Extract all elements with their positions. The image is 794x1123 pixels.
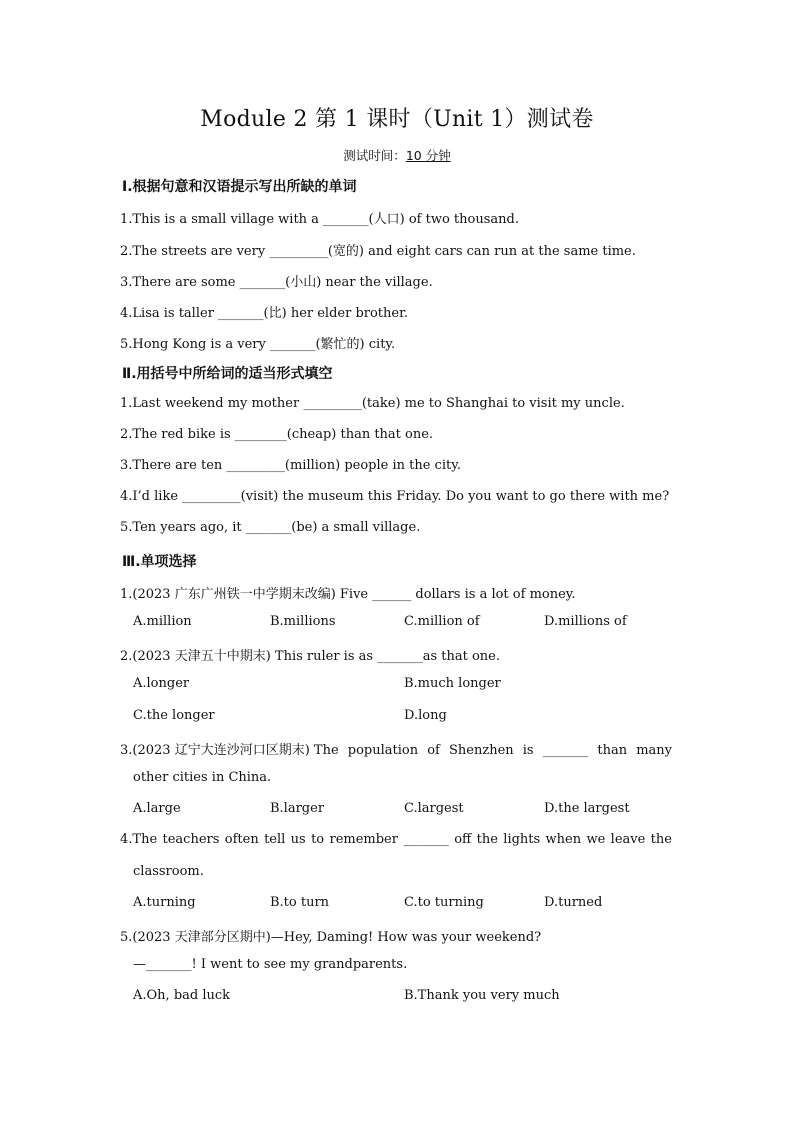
question-3-word: population xyxy=(347,743,419,758)
question-4-word: when xyxy=(545,832,582,847)
section-1-item-3: 3.There are some _______(小山) near the village. xyxy=(120,275,433,290)
test-time xyxy=(0,146,794,164)
section-2-item-4: 4.I’d like _________(visit) the museum this Friday. Do you want to go there with me? xyxy=(120,489,670,504)
question-2-option-c: C.the longer xyxy=(133,708,215,723)
question-4-option-d: D.turned xyxy=(544,895,603,910)
question-4-word: to xyxy=(311,832,325,847)
question-1-option-c: C.million of xyxy=(404,614,480,629)
question-4-word: often xyxy=(224,832,259,847)
question-4-blank: _______ xyxy=(403,832,449,847)
question-3-stem-continued: other cities in China. xyxy=(133,770,272,785)
question-4-word: remember xyxy=(329,832,398,847)
section-2-item-1: 1.Last weekend my mother _________(take) me to Shanghai to visit my uncle. xyxy=(120,396,625,411)
section-3-heading: Ⅲ.单项选择 xyxy=(122,554,197,570)
test-time-label: 测试时间： xyxy=(343,148,406,163)
section-1-item-4: 4.Lisa is taller _______(比) her elder brother. xyxy=(120,306,409,321)
question-1-option-d: D.millions of xyxy=(544,614,627,629)
question-4-word: tell xyxy=(264,832,286,847)
question-3-option-b: B.larger xyxy=(270,801,325,816)
section-1-heading: Ⅰ.根据句意和汉语提示写出所缺的单词 xyxy=(122,179,357,195)
question-4-word: leave xyxy=(610,832,646,847)
question-3-option-d: D.the largest xyxy=(544,801,630,816)
page-title: Module 2 第 1 课时（Unit 1）测试卷 xyxy=(200,107,594,132)
question-3-word: many xyxy=(636,743,673,758)
question-3-word: of xyxy=(427,743,440,758)
question-3-option-a: A.large xyxy=(133,801,181,816)
section-2-item-2: 2.The red bike is ________(cheap) than that one. xyxy=(120,427,434,442)
question-4-word: lights xyxy=(503,832,541,847)
question-4-word: we xyxy=(586,832,606,847)
question-5-stem-continued: —_______! I went to see my grandparents. xyxy=(133,957,408,972)
question-2-option-b: B.much longer xyxy=(404,676,501,691)
question-4-stem-continued: classroom. xyxy=(133,864,204,879)
question-1-stem: 1.(2023 广东广州铁一中学期末改编) Five ______ dollars is a lot of money. xyxy=(120,587,576,602)
question-3-option-c: C.largest xyxy=(404,801,464,816)
question-5-option-a: A.Oh, bad luck xyxy=(133,988,231,1003)
question-4-word: 4.The xyxy=(120,832,158,847)
question-4-word: off xyxy=(454,832,472,847)
question-3-word: 3.(2023 辽宁大连沙河口区期末) The xyxy=(120,743,339,758)
question-4-stem xyxy=(120,832,672,847)
question-3-blank: _______ xyxy=(542,743,589,758)
question-4-option-a: A.turning xyxy=(133,895,196,910)
question-1-option-a: A.million xyxy=(133,614,192,629)
question-3-word: is xyxy=(522,743,534,758)
question-5-option-b: B.Thank you very much xyxy=(404,988,560,1003)
question-2-option-d: D.long xyxy=(404,708,447,723)
question-4-option-b: B.to turn xyxy=(270,895,330,910)
question-3-word: than xyxy=(597,743,628,758)
question-4-word: teachers xyxy=(162,832,220,847)
question-2-stem: 2.(2023 天津五十中期末) This ruler is as _______as that one. xyxy=(120,649,500,664)
question-1-option-b: B.millions xyxy=(270,614,336,629)
section-2-heading: Ⅱ.用括号中所给词的适当形式填空 xyxy=(122,366,333,382)
section-1-item-1: 1.This is a small village with a _______(人口) of two thousand. xyxy=(120,212,519,227)
section-2-item-5: 5.Ten years ago, it _______(be) a small village. xyxy=(120,520,421,535)
question-4-word: the xyxy=(650,832,672,847)
question-4-word: us xyxy=(290,832,306,847)
question-4-word: the xyxy=(476,832,498,847)
section-1-item-5: 5.Hong Kong is a very _______(繁忙的) city. xyxy=(120,337,396,352)
test-time-value: 10 分钟 xyxy=(405,148,451,163)
section-2-item-3: 3.There are ten _________(million) people in the city. xyxy=(120,458,461,473)
question-2-option-a: A.longer xyxy=(133,676,190,691)
question-3-stem xyxy=(120,739,672,758)
question-5-stem: 5.(2023 天津部分区期中)—Hey, Daming! How was your weekend? xyxy=(120,930,542,945)
question-3-word: Shenzhen xyxy=(449,743,514,758)
question-4-option-c: C.to turning xyxy=(404,895,484,910)
section-1-item-2: 2.The streets are very _________(宽的) and eight cars can run at the same time. xyxy=(120,244,636,259)
